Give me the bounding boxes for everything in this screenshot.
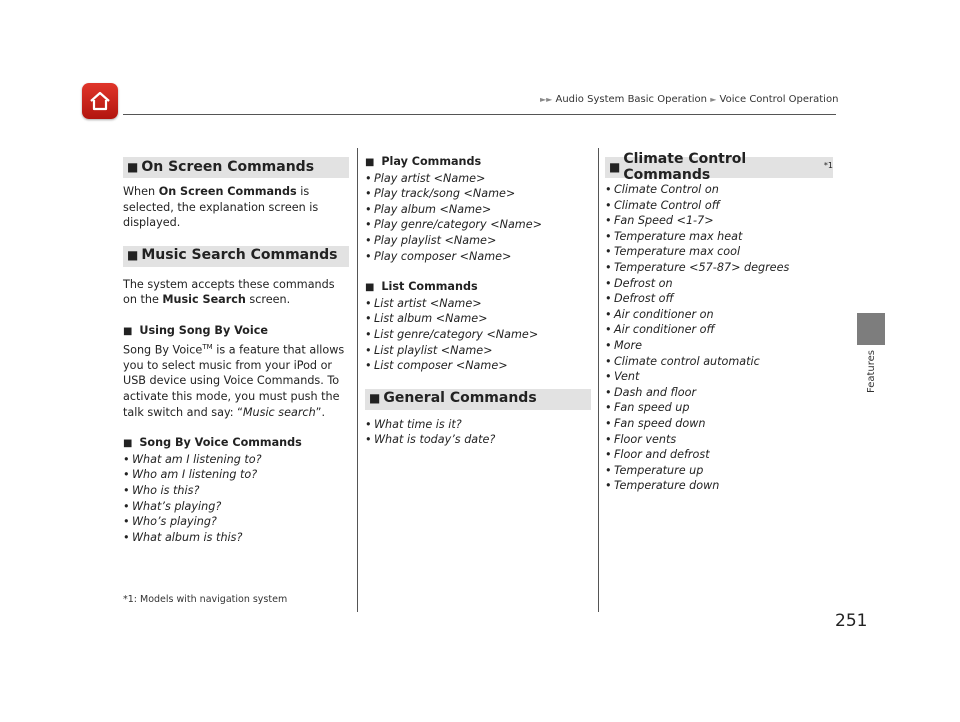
climate-commands-list [605, 182, 833, 494]
section-tab-label: Features [866, 350, 877, 393]
text-run: When [123, 185, 159, 198]
song-commands-list [123, 452, 349, 546]
text-run: is selected, the explanation screen is displayed. [123, 185, 319, 230]
list-item: • Climate Control off [605, 198, 833, 214]
column-left [123, 157, 349, 545]
play-commands-list [365, 171, 591, 265]
list-item: • Who’s playing? [123, 514, 349, 530]
list-item: • What time is it? [365, 417, 591, 433]
list-item: • Fan speed up [605, 400, 833, 416]
home-button[interactable] [82, 83, 118, 119]
home-icon [88, 89, 112, 113]
list-item: • Play track/song <Name> [365, 186, 591, 202]
header-divider [123, 114, 836, 115]
music-search-description [123, 277, 349, 308]
list-item: • List playlist <Name> [365, 343, 591, 359]
general-commands-list [365, 417, 591, 448]
square-bullet-icon: ■ [365, 157, 375, 168]
list-item: • Temperature <57-87> degrees [605, 260, 833, 276]
text-run: Song By Voice [123, 343, 203, 357]
list-commands-list [365, 296, 591, 374]
song-by-voice-description [123, 340, 349, 421]
list-item: • Fan speed down [605, 416, 833, 432]
breadcrumb-arrow-icon: ► [710, 95, 717, 104]
section-heading-general [365, 389, 591, 410]
subheading-play-commands [365, 154, 591, 171]
subheading-text: Song By Voice Commands [139, 436, 302, 450]
heading-text: General Commands [383, 390, 537, 407]
list-item: • List artist <Name> [365, 296, 591, 312]
column-divider [598, 148, 599, 612]
list-item: • Defrost on [605, 276, 833, 292]
heading-text: Climate Control Commands [623, 150, 747, 183]
list-item: • Climate Control on [605, 182, 833, 198]
breadcrumb [540, 94, 839, 105]
subheading-text: Play Commands [381, 155, 482, 168]
list-item: • Temperature up [605, 463, 833, 479]
list-item: • Who am I listening to? [123, 467, 349, 483]
list-item: • Who is this? [123, 483, 349, 499]
list-item: • Defrost off [605, 291, 833, 307]
section-heading-climate [605, 150, 833, 183]
list-item: • Play playlist <Name> [365, 233, 591, 249]
column-middle [365, 154, 591, 448]
square-bullet-icon: ■ [365, 282, 375, 294]
breadcrumb-link-audio[interactable]: Audio System Basic Operation [555, 94, 707, 105]
text-run: ”. [315, 405, 326, 419]
square-bullet-icon: ■ [127, 159, 139, 174]
text-run: screen. [245, 293, 291, 307]
list-item: • Temperature down [605, 478, 833, 494]
list-item: • Dash and floor [605, 385, 833, 401]
list-item: • Fan Speed <1-7> [605, 213, 833, 229]
on-screen-description [123, 184, 349, 231]
square-bullet-icon: ■ [369, 391, 381, 406]
square-bullet-icon: ■ [609, 159, 621, 174]
footnote: *1: Models with navigation system [123, 594, 288, 605]
subheading-text: Using Song By Voice [139, 323, 268, 337]
subheading-song-by-voice [123, 323, 349, 340]
list-item: • Temperature max heat [605, 229, 833, 245]
square-bullet-icon: ■ [127, 248, 139, 263]
list-item: • Floor and defrost [605, 447, 833, 463]
list-item: • What is today’s date? [365, 432, 591, 448]
list-item: • List composer <Name> [365, 358, 591, 374]
text-bold: Music Search [162, 293, 246, 307]
section-heading-on-screen [123, 157, 349, 178]
list-item: • Play genre/category <Name> [365, 217, 591, 233]
list-item: • More [605, 338, 833, 354]
list-item: • Play artist <Name> [365, 171, 591, 187]
footnote-ref: *1 [823, 160, 833, 170]
list-item: • Air conditioner off [605, 322, 833, 338]
subheading-text: List Commands [381, 280, 478, 294]
square-bullet-icon: ■ [123, 325, 133, 337]
list-item: • Play composer <Name> [365, 249, 591, 265]
list-item: • Temperature max cool [605, 244, 833, 260]
column-divider [357, 148, 358, 612]
list-item: • List genre/category <Name> [365, 327, 591, 343]
page-number: 251 [835, 611, 868, 631]
square-bullet-icon: ■ [123, 438, 133, 450]
text-italic: Music search [242, 405, 316, 419]
list-item: • Air conditioner on [605, 307, 833, 323]
list-item: • Vent [605, 369, 833, 385]
text-bold: On Screen Commands [158, 185, 297, 198]
subheading-song-commands [123, 435, 349, 452]
trademark-mark: TM [202, 342, 213, 351]
section-heading-music-search [123, 246, 349, 267]
breadcrumb-arrow-icon: ►► [540, 95, 553, 104]
subheading-list-commands [365, 279, 591, 296]
text-run: The system accepts these commands on the [123, 277, 335, 307]
section-tab-marker[interactable] [857, 313, 885, 345]
breadcrumb-link-voice[interactable]: Voice Control Operation [719, 94, 839, 105]
list-item: • What’s playing? [123, 499, 349, 515]
column-right [605, 150, 833, 494]
list-item: • Floor vents [605, 432, 833, 448]
text-run: is a feature that allows you to select music from your iPod or USB device using Voice Commands. To activate this mode, you must push the talk switch and say: “ [123, 343, 345, 419]
list-item: • What album is this? [123, 530, 349, 546]
list-item: • What am I listening to? [123, 452, 349, 468]
list-item: • List album <Name> [365, 311, 591, 327]
heading-text: On Screen Commands [141, 158, 315, 175]
list-item: • Play album <Name> [365, 202, 591, 218]
heading-text: Music Search Commands [141, 247, 338, 264]
list-item: • Climate control automatic [605, 354, 833, 370]
